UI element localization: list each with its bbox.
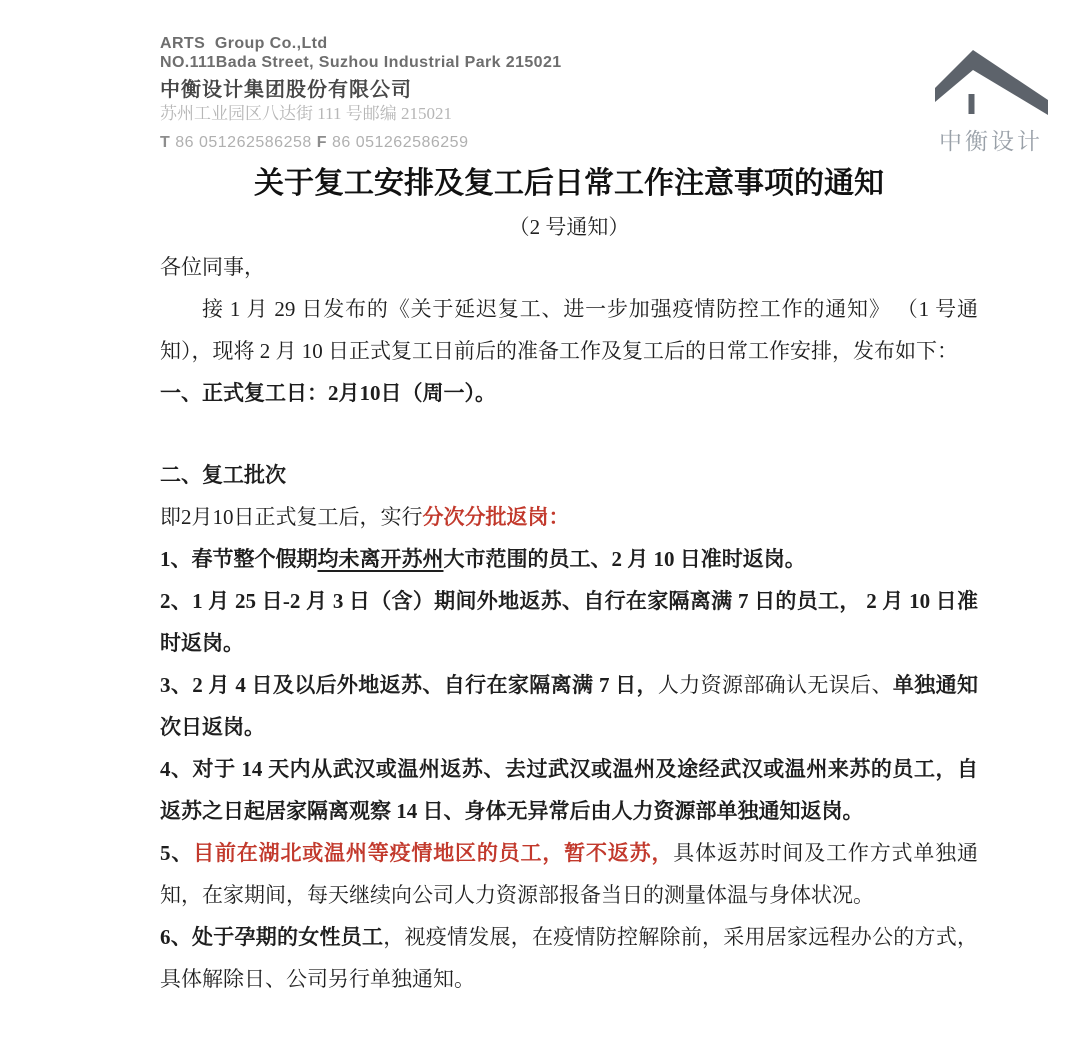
item-1-underlined-text: 均未离开苏州: [317, 547, 444, 571]
fax-number: 86 051262586259: [331, 134, 469, 151]
item-6-bold-text: 6、处于孕期的女性员工: [160, 925, 384, 949]
item-5: [160, 832, 978, 916]
item-4: 4、对于 14 天内从武汉或温州返苏、去过武汉或温州及途经武汉或温州来苏的员工，自返苏之日起居家隔离观察 14 日、身体无异常后由人力资源部单独通知返岗。: [160, 757, 978, 823]
company-address-en: NO.111Bada Street, Suzhou Industrial Park 215021: [160, 54, 562, 71]
company-name-cn: 中衡设计集团股份有限公司: [160, 79, 412, 101]
company-logo: [933, 49, 1049, 155]
notice-body: [160, 246, 978, 1000]
item-5-number: 5、: [160, 841, 194, 865]
item-3: [160, 664, 978, 748]
item-6: [160, 916, 978, 1000]
item-1-text-end: 大市范围的员工、2 月 10 日准时返岗。: [443, 547, 806, 571]
item-3-regular-text: 人力资源部确认无误后、: [657, 673, 893, 697]
notice-title: 关于复工安排及复工后日常工作注意事项的通知: [254, 167, 884, 200]
letterhead: [0, 0, 1080, 152]
item-1: [160, 538, 978, 580]
item-3-bold-text: 3、2 月 4 日及以后外地返苏、自行在家隔离满 7 日，: [160, 673, 658, 697]
tel-label: T: [160, 134, 171, 151]
logo-wordmark: 中衡设计: [939, 128, 1043, 154]
intro-paragraph: 接 1 月 29 日发布的《关于延迟复工、进一步加强疫情防控工作的通知》 （1 号通知），现将 2 月 10 日正式复工日前后的准备工作及复工后的日常工作安排，发布如下：: [160, 297, 978, 363]
roof-logo-icon: [935, 49, 1048, 117]
item-5-regular-text: 具体返苏时间及工作方式单独通知，在家期间，每天继续向公司人力资源部报备当日的测量体温与身体状况。: [160, 841, 979, 907]
section-1-heading: 一、正式复工日：2月10日（周一）。: [160, 381, 496, 405]
notice-subtitle: （2 号通知）: [508, 215, 630, 239]
tel-number: 86 051262586258: [175, 134, 312, 151]
item-3-bold-end: 单独通知次日返岗。: [160, 673, 979, 739]
salutation: 各位同事，: [160, 255, 265, 279]
item-5-red-text: 目前在湖北或温州等疫情地区的员工，暂不返苏，: [193, 841, 674, 865]
batch-intro-line: [160, 496, 978, 538]
batch-intro-highlight: 分次分批返岗：: [422, 505, 570, 529]
batch-intro-prefix: 即2月10日正式复工后，实行: [160, 505, 423, 529]
section-2-heading: 二、复工批次: [160, 463, 286, 487]
fax-label: F: [316, 134, 327, 151]
item-6-regular-text: ，视疫情发展，在疫情防控解除前，采用居家远程办公的方式，具体解除日、公司另行单独通知。: [160, 925, 978, 991]
company-name-en: ARTS Group Co.,Ltd: [160, 35, 328, 52]
item-2: 2、1 月 25 日-2 月 3 日（含）期间外地返苏、自行在家隔离满 7 日的员工， 2 月 10 日准时返岗。: [160, 589, 978, 655]
item-1-text: 1、春节整个假期: [160, 547, 318, 571]
company-address-cn: 苏州工业园区八达街 111 号邮编 215021: [160, 104, 452, 123]
